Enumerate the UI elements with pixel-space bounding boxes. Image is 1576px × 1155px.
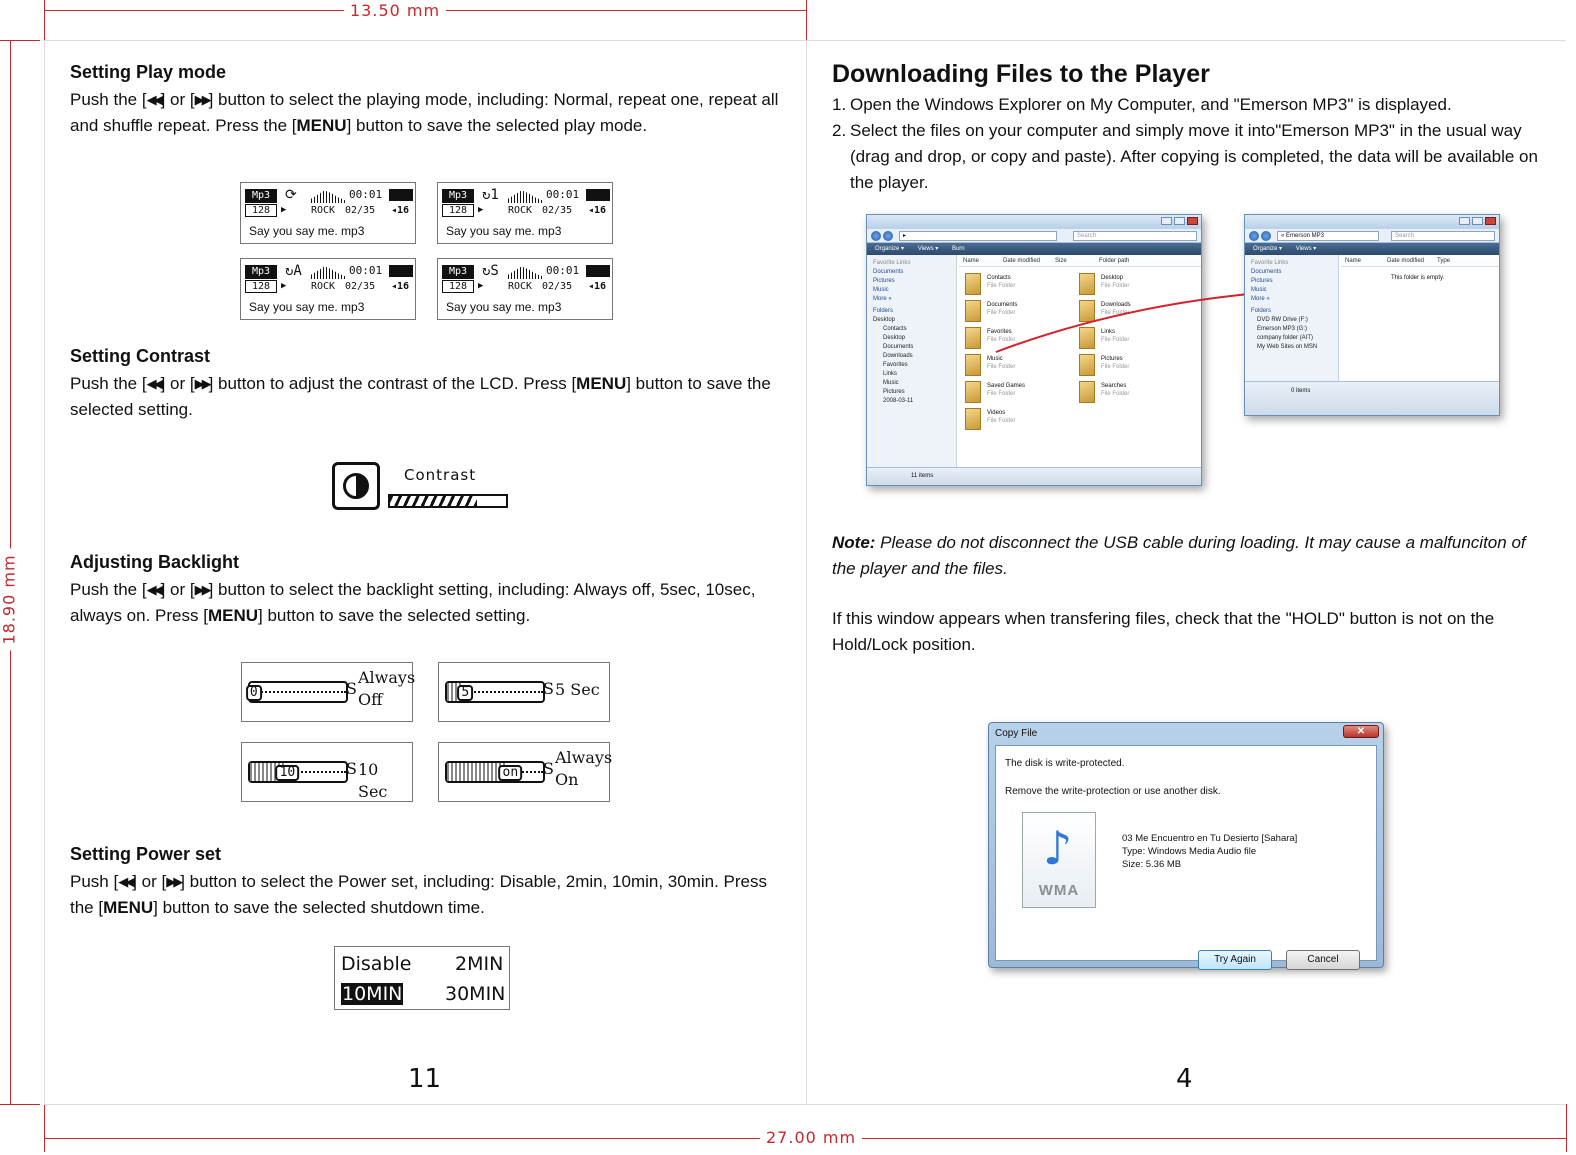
folder-icon [965,381,981,403]
explorer-sidebar: Favorite Links Documents Pictures Music More » Folders DVD RW Drive (F:) Emerson MP3 (G:) company folder (AIT) My Web Sites on MSN [1245,255,1339,381]
left-page-number: 11 [408,1064,442,1094]
left-bottom-tick [0,1104,40,1105]
slider-end-label: S [543,679,554,698]
menu-key: MENU [103,898,154,917]
volume-level: ◂16 [391,205,410,216]
equalizer-icon [311,189,345,203]
prev-icon: ◀◀ [146,92,161,107]
copy-file-dialog [988,722,1384,968]
folder-item[interactable]: Documents File Folder [965,300,1065,324]
equalizer-icon [508,265,542,279]
contrast-section [70,346,790,423]
next-icon: ▶▶ [194,582,209,597]
elapsed-time: 00:01 [349,188,383,201]
forward-button[interactable] [883,231,893,241]
backlight-screen [241,662,416,722]
play-mode-text: Push the [◀◀] or [▶▶] button to select the playing mode, including: Normal, repeat one, repeat all and shuffle repeat. Press the [MENU] button to save the selected play mode. [70,87,790,139]
backlight-slider [248,761,348,783]
address-bar[interactable]: ▸ [899,231,1057,241]
folder-icon [1079,381,1095,403]
dialog-line-2: Remove the write-protection or use another disk. [1005,786,1221,797]
equalizer-icon [311,265,345,279]
folder-tree-item[interactable]: Contacts [883,326,907,332]
menu-key: MENU [576,374,627,393]
note-label: Note: [832,533,876,552]
play-mode-screen [240,182,416,244]
folder-tree-item[interactable]: Links [883,371,898,377]
right-page-number: 4 [1176,1064,1193,1094]
menu-key: MENU [207,606,259,625]
status-bar: 11 items [867,467,1201,485]
backlight-value: 10 [276,765,300,781]
prev-icon: ◀◀ [118,874,133,889]
folder-item[interactable]: Pictures File Folder [1079,354,1179,378]
song-title: Say you say me. mp3 [249,224,365,238]
folder-item[interactable]: Desktop File Folder [1079,273,1179,297]
power-option-30min: 30MIN [445,983,506,1005]
folder-tree-item[interactable]: Desktop [883,335,906,341]
backlight-screen [438,742,613,802]
dialog-body [995,745,1377,965]
track-counter: 02/35 [345,281,376,292]
forward-button[interactable] [1261,231,1271,241]
step-item: 2. Select the files on your computer and simply move it into"Emerson MP3" in the usual way (drag and drop, or copy and paste). After copying is completed, the data will be available on the player. [832,121,1538,192]
backlight-text: Push the [◀◀] or [▶▶] button to select the backlight setting, including: Always off, 5sec, 10sec, always on. Press [MENU] button to save the selected setting. [70,577,790,629]
play-icon: ▶ [281,281,287,291]
contrast-heading: Setting Contrast [70,346,211,366]
address-bar[interactable]: « Emerson MP3 [1277,231,1379,241]
bitrate: 128 [245,280,277,293]
volume-level: ◂16 [391,281,410,292]
folder-icon [965,354,981,376]
top-right-tick [806,0,807,40]
back-button[interactable] [871,231,881,241]
bitrate: 128 [442,204,474,217]
note-text: Note: Please do not disconnect the USB cable during loading. It may cause a malfunciton of the player and the files. [832,533,1526,578]
eq-genre: ROCK [508,205,533,216]
backlight-label: 10 Sec [358,760,388,801]
bitrate: 128 [245,204,277,217]
right-page-title: Downloading Files to the Player [832,60,1210,88]
file-name: 03 Me Encuentro en Tu Desierto [Sahara] [1122,833,1298,844]
backlight-value: 0 [246,685,262,701]
power-section [70,844,790,921]
explorer-toolbar [867,243,1201,255]
battery-icon [389,265,413,277]
folder-item[interactable]: Links File Folder [1079,327,1179,351]
burn-button[interactable]: Burn [951,246,965,252]
folder-tree-item[interactable]: Pictures [883,389,905,395]
file-info [1122,832,1297,871]
page-left-guide [44,40,45,1104]
power-heading: Setting Power set [70,844,222,864]
explorer-window-mp3 [1244,214,1500,416]
step-item: 1. Open the Windows Explorer on My Computer, and "Emerson MP3" is displayed. [832,95,1452,114]
folder-icon [965,273,981,295]
contrast-screen [332,462,512,512]
backlight-slider [248,681,348,703]
sidebar-link[interactable]: More » [1251,296,1270,302]
hold-text: If this window appears when transfering files, check that the "HOLD" button is not on the Hold/Lock position. [832,609,1495,654]
folder-tree-item[interactable]: DVD RW Drive (F:) [1257,317,1308,323]
contrast-icon [332,462,380,510]
page-top-guide [44,40,1566,41]
backlight-value: 5 [457,685,473,701]
folder-icon [965,408,981,430]
contrast-text: Push the [◀◀] or [▶▶] button to adjust the contrast of the LCD. Press [MENU] button to save the selected setting. [70,371,790,423]
bottom-dimension-label: 27.00 mm [760,1128,862,1147]
column-headers: Name Date modified Size Folder path [959,257,1201,267]
backlight-value: on [499,765,523,781]
file-type: Type: Windows Media Audio file [1122,846,1257,857]
play-icon: ▶ [478,281,484,291]
prev-icon: ◀◀ [146,376,161,391]
battery-icon [586,189,610,201]
page-bottom-guide [44,1104,1566,1105]
equalizer-icon [508,189,542,203]
sidebar-link[interactable]: Documents [873,269,904,275]
backlight-screen [241,742,413,802]
close-icon[interactable] [1187,217,1198,225]
folder-tree-item[interactable]: Emerson MP3 (G:) [1257,326,1308,332]
prev-icon: ◀◀ [146,582,161,597]
backlight-slider [445,681,545,703]
sidebar-link[interactable]: Documents [1251,269,1282,275]
organize-button[interactable]: Organize ▾ [1253,246,1283,252]
song-title: Say you say me. mp3 [446,300,562,314]
format-badge: Mp3 [245,265,277,279]
contrast-label: Contrast [404,466,477,484]
format-badge: Mp3 [245,189,277,203]
power-option-2min: 2MIN [455,953,504,975]
close-icon[interactable] [1485,217,1496,225]
next-icon: ▶▶ [194,92,209,107]
backlight-label: Always Off [358,668,416,709]
file-size: Size: 5.36 MB [1122,859,1182,870]
explorer-toolbar [1245,243,1499,255]
next-icon: ▶▶ [194,376,209,391]
views-button[interactable]: Views ▾ [917,246,939,252]
dialog-line-1: The disk is write-protected. [1005,758,1125,769]
sidebar-link[interactable]: Music [1251,287,1267,293]
search-input[interactable]: Search [1073,231,1197,241]
play-icon: ▶ [478,205,484,215]
power-text: Push [◀◀] or [▶▶] button to select the Power set, including: Disable, 2min, 10min, 30min. Press the [MENU] button to save the selected shutdown time. [70,869,790,921]
play-mode-screen [437,182,613,244]
cancel-button[interactable]: Cancel [1286,950,1360,970]
left-dimension-label: 18.90 mm [0,548,19,650]
folder-icon [965,327,981,349]
folder-tree-item[interactable]: Documents [883,344,914,350]
volume-level: ◂16 [588,281,607,292]
backlight-label: 5 Sec [555,680,600,699]
menu-key: MENU [296,116,347,135]
folder-tree-item[interactable]: Favorites [883,362,908,368]
power-screen [334,946,510,1010]
elapsed-time: 00:01 [546,264,580,277]
bottom-right-tick [1566,1104,1567,1152]
column-headers: Name Date modified Type [1341,257,1499,267]
song-title: Say you say me. mp3 [446,224,562,238]
volume-level: ◂16 [588,205,607,216]
play-mode-heading: Setting Play mode [70,62,227,82]
repeat-mode-icon: ↻A [285,263,302,279]
search-input[interactable]: Search [1391,231,1495,241]
next-icon: ▶▶ [166,874,181,889]
track-counter: 02/35 [542,281,573,292]
play-mode-screen [240,258,416,320]
elapsed-time: 00:01 [349,264,383,277]
folder-item[interactable]: Music File Folder [965,354,1065,378]
slider-end-label: S [543,759,554,778]
elapsed-time: 00:01 [546,188,580,201]
eq-genre: ROCK [311,205,336,216]
organize-button[interactable]: Organize ▾ [875,246,905,252]
folder-icon [965,300,981,322]
format-badge: Mp3 [442,189,474,203]
backlight-slider [445,761,545,783]
top-left-tick [44,0,45,40]
folder-tree-item[interactable]: My Web Sites on MSN [1257,344,1318,350]
play-icon: ▶ [281,205,287,215]
folder-tree-item[interactable]: company folder (AIT) [1257,335,1314,341]
steps-list [832,92,1552,196]
try-again-button[interactable]: Try Again [1198,950,1272,970]
power-option-disable: Disable [341,953,412,975]
sidebar-link[interactable]: Music [873,287,889,293]
status-bar: 0 items [1245,381,1499,415]
folder-item[interactable]: Contacts File Folder [965,273,1065,297]
sidebar-link[interactable]: Pictures [873,278,895,284]
slider-end-label: S [346,759,357,778]
repeat-mode-icon: ↻1 [482,187,499,203]
battery-icon [389,189,413,201]
dialog-title: Copy File [995,728,1038,739]
battery-icon [586,265,610,277]
folder-item[interactable]: Videos File Folder [965,408,1065,432]
wma-file-icon: ♪ WMA [1022,812,1096,908]
bitrate: 128 [442,280,474,293]
eq-genre: ROCK [508,281,533,292]
folder-item[interactable]: Downloads File Folder [1079,300,1179,324]
folder-item[interactable]: Searches File Folder [1079,381,1179,405]
backlight-label: Always On [555,748,613,789]
folder-item[interactable]: Saved Games File Folder [965,381,1065,405]
backlight-heading: Adjusting Backlight [70,552,240,572]
left-top-tick [0,40,40,41]
track-counter: 02/35 [345,205,376,216]
repeat-mode-icon: ⟳ [285,187,297,203]
top-dimension-label: 13.50 mm [344,1,446,20]
back-button[interactable] [1249,231,1259,241]
close-icon[interactable]: ✕ [1343,725,1379,738]
song-title: Say you say me. mp3 [249,300,365,314]
backlight-screen [438,662,610,722]
folder-tree-item[interactable]: Desktop [873,317,896,323]
play-mode-screen [437,258,613,320]
folder-tree-item[interactable]: 2008-03-11 [883,398,914,404]
folder-tree-item[interactable]: Music [883,380,899,386]
repeat-mode-icon: ↻S [482,263,499,279]
music-note-icon: ♪ [1043,821,1073,875]
play-mode-section [70,62,790,139]
explorer-sidebar: Favorite Links Documents Pictures Music More » Folders Desktop Contacts Desktop Documents Downloads Favorites Links Music Pictures 2008-03-11 [867,255,957,485]
backlight-section [70,552,790,629]
views-button[interactable]: Views ▾ [1295,246,1317,252]
track-counter: 02/35 [542,205,573,216]
format-badge: Mp3 [442,265,474,279]
empty-folder-text: This folder is empty. [1391,275,1445,281]
page-fold-guide [806,40,807,1104]
slider-end-label: S [346,679,357,698]
contrast-level-bar [388,494,508,508]
folder-item[interactable]: Favorites File Folder [965,327,1065,351]
folder-tree-item[interactable]: Downloads [883,353,913,359]
sidebar-link[interactable]: More » [873,296,892,302]
bottom-left-tick [44,1104,45,1152]
power-option-10min: 10MIN [342,983,403,1005]
sidebar-link[interactable]: Pictures [1251,278,1273,284]
eq-genre: ROCK [311,281,336,292]
